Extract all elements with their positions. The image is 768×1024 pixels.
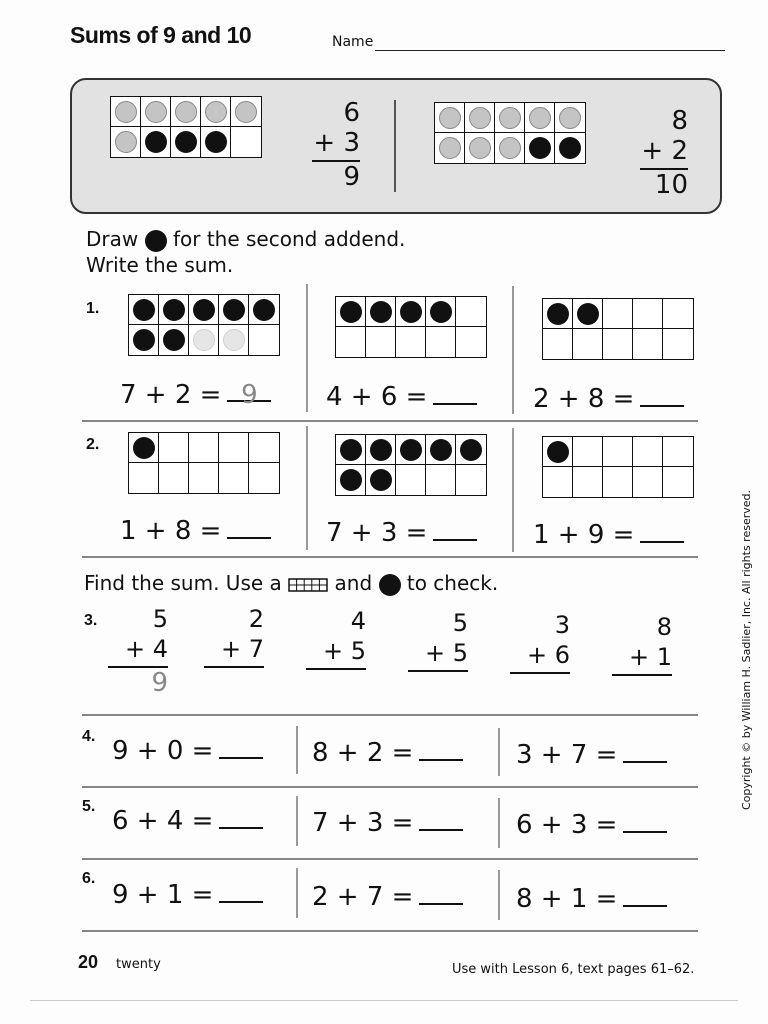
counter (175, 101, 197, 123)
equation-text: 3 + 7 = (516, 740, 618, 770)
ten-frame-cell[interactable] (189, 463, 219, 493)
sum-line (204, 666, 264, 668)
answer-blank[interactable] (219, 807, 263, 829)
equation (516, 884, 667, 914)
vertical-problem (204, 604, 264, 668)
counter (340, 301, 362, 323)
ten-frame-cell[interactable] (159, 295, 189, 325)
addend-bottom: + 4 (124, 635, 168, 663)
ten-frame-cell[interactable] (141, 97, 171, 127)
column-divider (296, 726, 298, 774)
counter (193, 299, 215, 321)
counter (223, 299, 245, 321)
answer-blank[interactable] (623, 885, 667, 907)
vertical-problem (306, 606, 366, 670)
ten-frame-cell[interactable] (435, 103, 465, 133)
ten-frame-cell[interactable] (456, 435, 486, 465)
equation (112, 736, 263, 766)
counter (460, 439, 482, 461)
addend-top: 5 (152, 605, 168, 633)
equation-text: 7 + 3 = (312, 808, 414, 838)
ten-frame-cell[interactable] (663, 299, 693, 329)
counter (133, 329, 155, 351)
ten-frame-cell[interactable] (249, 433, 279, 463)
counter (469, 137, 491, 159)
counter (133, 437, 155, 459)
equation-text: 6 + 3 = (516, 810, 618, 840)
ten-frame-cell[interactable] (543, 467, 573, 497)
ten-frame[interactable] (335, 434, 487, 496)
addend-top: 5 (452, 609, 468, 637)
row-number: 1. (86, 300, 100, 317)
equation (112, 880, 263, 910)
name-label: Name (332, 34, 374, 50)
answer-blank[interactable] (640, 521, 684, 543)
addend-bottom: + 6 (526, 641, 570, 669)
ten-frame-cell[interactable] (573, 299, 603, 329)
row-number: 6. (82, 870, 96, 887)
ten-frame-cell[interactable] (603, 329, 633, 359)
counter (499, 107, 521, 129)
ten-frame-cell[interactable] (543, 329, 573, 359)
column-divider (306, 426, 308, 550)
ten-frame-cell[interactable] (633, 329, 663, 359)
counter (145, 101, 167, 123)
counter (370, 439, 392, 461)
traced-counter (223, 329, 245, 351)
row-divider (82, 930, 698, 932)
sum-value: 10 (654, 170, 688, 200)
ten-frame-cell[interactable] (219, 325, 249, 355)
copyright-notice: Copyright © by William H. Sadlier, Inc. All rights reserved. (740, 489, 753, 810)
equation-text: 2 + 8 = (533, 384, 635, 414)
ten-frame-cell[interactable] (456, 327, 486, 357)
ten-frame-cell[interactable] (525, 133, 555, 163)
ten-frame-cell[interactable] (396, 327, 426, 357)
ten-frame[interactable] (542, 298, 694, 360)
ten-frame-cell[interactable] (663, 437, 693, 467)
equation (326, 518, 477, 548)
counter (115, 131, 137, 153)
sum-value: 9 (343, 162, 360, 192)
equation (312, 808, 463, 838)
answer-blank[interactable] (419, 739, 463, 761)
column-divider (498, 798, 500, 848)
answer-blank[interactable] (219, 737, 263, 759)
ten-frame-cell[interactable] (573, 437, 603, 467)
row-number: 5. (82, 798, 96, 815)
sum-line (510, 672, 570, 674)
counter (529, 107, 551, 129)
instructions (86, 226, 405, 278)
counter (133, 299, 155, 321)
counter (439, 137, 461, 159)
row-number: 3. (84, 612, 98, 629)
ten-frame-cell[interactable] (495, 103, 525, 133)
equation (533, 384, 684, 414)
column-divider (296, 868, 298, 918)
ten-frame-cell[interactable] (219, 295, 249, 325)
ten-frame-cell[interactable] (336, 435, 366, 465)
row-divider (82, 786, 698, 788)
addend-top: 8 (671, 106, 688, 136)
ten-frame-cell[interactable] (249, 295, 279, 325)
ten-frame-cell[interactable] (129, 295, 159, 325)
counter (115, 101, 137, 123)
addend-bottom: + 2 (641, 136, 688, 166)
ten-frame-cell[interactable] (336, 465, 366, 495)
answer-blank[interactable] (433, 383, 477, 405)
column-divider (512, 286, 514, 414)
ten-frame-cell[interactable] (603, 467, 633, 497)
equation-text: 8 + 1 = (516, 884, 618, 914)
equation-text: 1 + 9 = (533, 520, 635, 550)
ten-frame-cell[interactable] (663, 467, 693, 497)
ten-frame-cell[interactable] (159, 433, 189, 463)
page-bottom-line (30, 1000, 738, 1001)
instruction-text: for the second addend. (172, 227, 406, 251)
sum-line (306, 668, 366, 670)
instruction-text: Draw (86, 227, 139, 251)
addend-bottom: + 7 (220, 635, 264, 663)
addend-top: 4 (350, 607, 366, 635)
row-divider (82, 858, 698, 860)
equation (326, 382, 477, 412)
lesson-reference: Use with Lesson 6, text pages 61–62. (452, 962, 695, 977)
counter (145, 131, 167, 153)
counter (499, 137, 521, 159)
column-divider (296, 796, 298, 846)
equation (312, 738, 463, 768)
answer-blank[interactable] (419, 883, 463, 905)
ten-frame[interactable] (128, 294, 280, 356)
addend-bottom: + 5 (322, 637, 366, 665)
ten-frame-cell[interactable] (366, 465, 396, 495)
answer-blank[interactable] (623, 811, 667, 833)
addend-top: 6 (343, 98, 360, 128)
ten-frame-cell[interactable] (189, 325, 219, 355)
ten-frame-cell[interactable] (573, 329, 603, 359)
instruction-text: and (334, 571, 373, 595)
ten-frame-cell[interactable] (396, 297, 426, 327)
counter (370, 301, 392, 323)
sum-line (612, 674, 672, 676)
equation (112, 806, 263, 836)
vertical-problem (510, 610, 570, 674)
ten-frame-cell[interactable] (555, 103, 585, 133)
sum-line (408, 670, 468, 672)
counter (559, 107, 581, 129)
ten-frame-cell[interactable] (171, 127, 201, 157)
counter (163, 329, 185, 351)
addend-top: 2 (248, 605, 264, 633)
example-box (70, 78, 722, 214)
answer-blank[interactable]: 9 (227, 380, 271, 402)
ten-frame-cell[interactable] (456, 297, 486, 327)
ten-frame-cell[interactable] (219, 433, 249, 463)
instruction-text: Find the sum. Use a (84, 571, 282, 595)
counter (235, 101, 257, 123)
ten-frame[interactable] (542, 436, 694, 498)
counter (163, 299, 185, 321)
ten-frame-cell[interactable] (141, 127, 171, 157)
column-divider (512, 428, 514, 552)
example-divider (394, 100, 396, 192)
ten-frame-cell[interactable] (456, 465, 486, 495)
counter (400, 301, 422, 323)
column-divider (498, 870, 500, 920)
counter (529, 137, 551, 159)
ten-frame-cell[interactable] (603, 299, 633, 329)
equation (312, 882, 463, 912)
answer-blank[interactable] (640, 385, 684, 407)
ten-frame-cell[interactable] (543, 299, 573, 329)
counter (400, 439, 422, 461)
equation-text: 9 + 1 = (112, 880, 214, 910)
addend-bottom: + 1 (628, 643, 672, 671)
ten-frame-cell[interactable] (543, 437, 573, 467)
vertical-sum (312, 98, 360, 192)
page-number: 20 (78, 952, 99, 972)
counter (547, 441, 569, 463)
counter (439, 107, 461, 129)
answer-blank[interactable]: 9 (151, 668, 168, 698)
equation-text: 8 + 2 = (312, 738, 414, 768)
answer-blank[interactable] (219, 881, 263, 903)
ten-frame-cell[interactable] (495, 133, 525, 163)
ten-frame-cell[interactable] (396, 435, 426, 465)
counter (340, 469, 362, 491)
instruction-text: Write the sum. (86, 253, 234, 277)
ten-frame-cell[interactable] (111, 97, 141, 127)
answer-blank[interactable] (419, 809, 463, 831)
equation-text: 4 + 6 = (326, 382, 428, 412)
row-divider (82, 556, 698, 558)
ten-frame-cell[interactable] (426, 435, 456, 465)
ten-frame-cell[interactable] (633, 437, 663, 467)
equation (120, 380, 271, 410)
counter (430, 301, 452, 323)
vertical-problem (612, 612, 672, 676)
ten-frame-cell[interactable] (435, 133, 465, 163)
ten-frame-cell[interactable] (159, 325, 189, 355)
equation (516, 740, 667, 770)
page-number-word: twenty (116, 957, 161, 972)
vertical-problem (108, 604, 168, 698)
ten-frame-cell[interactable] (219, 463, 249, 493)
answer-blank[interactable] (227, 517, 271, 539)
vertical-problem (408, 608, 468, 672)
answer-blank[interactable] (433, 519, 477, 541)
row-divider (82, 714, 698, 716)
ten-frame-cell[interactable] (129, 463, 159, 493)
counter (577, 303, 599, 325)
row-number: 4. (82, 728, 96, 745)
counter (253, 299, 275, 321)
answer-blank[interactable] (623, 741, 667, 763)
ten-frame-cell[interactable] (366, 327, 396, 357)
ten-frame-cell[interactable] (396, 465, 426, 495)
equation-text: 7 + 2 = (120, 380, 222, 410)
equation-text: 1 + 8 = (120, 516, 222, 546)
name-field-line[interactable] (375, 50, 725, 51)
counter (430, 439, 452, 461)
ten-frame-cell[interactable] (171, 97, 201, 127)
counter (340, 439, 362, 461)
page-title: Sums of 9 and 10 (70, 22, 252, 48)
equation-text: 9 + 0 = (112, 736, 214, 766)
ten-frame[interactable] (335, 296, 487, 358)
counter-icon (145, 230, 167, 252)
instruction-text: to check. (406, 571, 499, 595)
ten-frame[interactable] (128, 432, 280, 494)
counter (370, 469, 392, 491)
column-divider (306, 284, 308, 412)
counter-icon (379, 574, 401, 596)
ten-frame-cell[interactable] (249, 463, 279, 493)
ten-frame-cell[interactable] (249, 325, 279, 355)
ten-frame-cell[interactable] (555, 133, 585, 163)
ten-frame-cell[interactable] (111, 127, 141, 157)
ten-frame-cell[interactable] (201, 127, 231, 157)
ten-frame-cell[interactable] (231, 97, 261, 127)
equation-text: 6 + 4 = (112, 806, 214, 836)
equation-text: 7 + 3 = (326, 518, 428, 548)
ten-frame-cell[interactable] (366, 297, 396, 327)
counter (205, 101, 227, 123)
ten-frame (110, 96, 262, 158)
ten-frame-cell[interactable] (336, 297, 366, 327)
row-number: 2. (86, 436, 100, 453)
instructions (84, 570, 498, 596)
ten-frame-cell[interactable] (129, 433, 159, 463)
equation (120, 516, 271, 546)
ten-frame-cell[interactable] (189, 295, 219, 325)
ten-frame-cell[interactable] (573, 467, 603, 497)
ten-frame-cell[interactable] (201, 97, 231, 127)
addend-bottom: + 3 (313, 128, 360, 158)
counter (469, 107, 491, 129)
ten-frame-cell[interactable] (231, 127, 261, 157)
ten-frame-cell[interactable] (603, 437, 633, 467)
addend-bottom: + 5 (424, 639, 468, 667)
column-divider (498, 728, 500, 776)
ten-frame-cell[interactable] (426, 297, 456, 327)
counter (547, 303, 569, 325)
ten-frame-cell[interactable] (366, 435, 396, 465)
ten-frame (434, 102, 586, 164)
equation (516, 810, 667, 840)
row-divider (82, 420, 698, 422)
ten-frame-cell[interactable] (426, 327, 456, 357)
ten-frame-cell[interactable] (633, 467, 663, 497)
ten-frame-cell[interactable] (426, 465, 456, 495)
equation (533, 520, 684, 550)
counter (175, 131, 197, 153)
ten-frame-cell[interactable] (465, 133, 495, 163)
equation-text: 2 + 7 = (312, 882, 414, 912)
ten-frame-cell[interactable] (336, 327, 366, 357)
addend-top: 8 (656, 613, 672, 641)
ten-frame-cell[interactable] (663, 329, 693, 359)
vertical-sum (640, 106, 688, 200)
counter (559, 137, 581, 159)
ten-frame-cell[interactable] (159, 463, 189, 493)
ten-frame-cell[interactable] (525, 103, 555, 133)
ten-frame-cell[interactable] (465, 103, 495, 133)
addend-top: 3 (554, 611, 570, 639)
ten-frame-cell[interactable] (129, 325, 159, 355)
traced-counter (193, 329, 215, 351)
ten-frame-cell[interactable] (189, 433, 219, 463)
counter (205, 131, 227, 153)
ten-frame-icon (288, 578, 328, 592)
ten-frame-cell[interactable] (633, 299, 663, 329)
